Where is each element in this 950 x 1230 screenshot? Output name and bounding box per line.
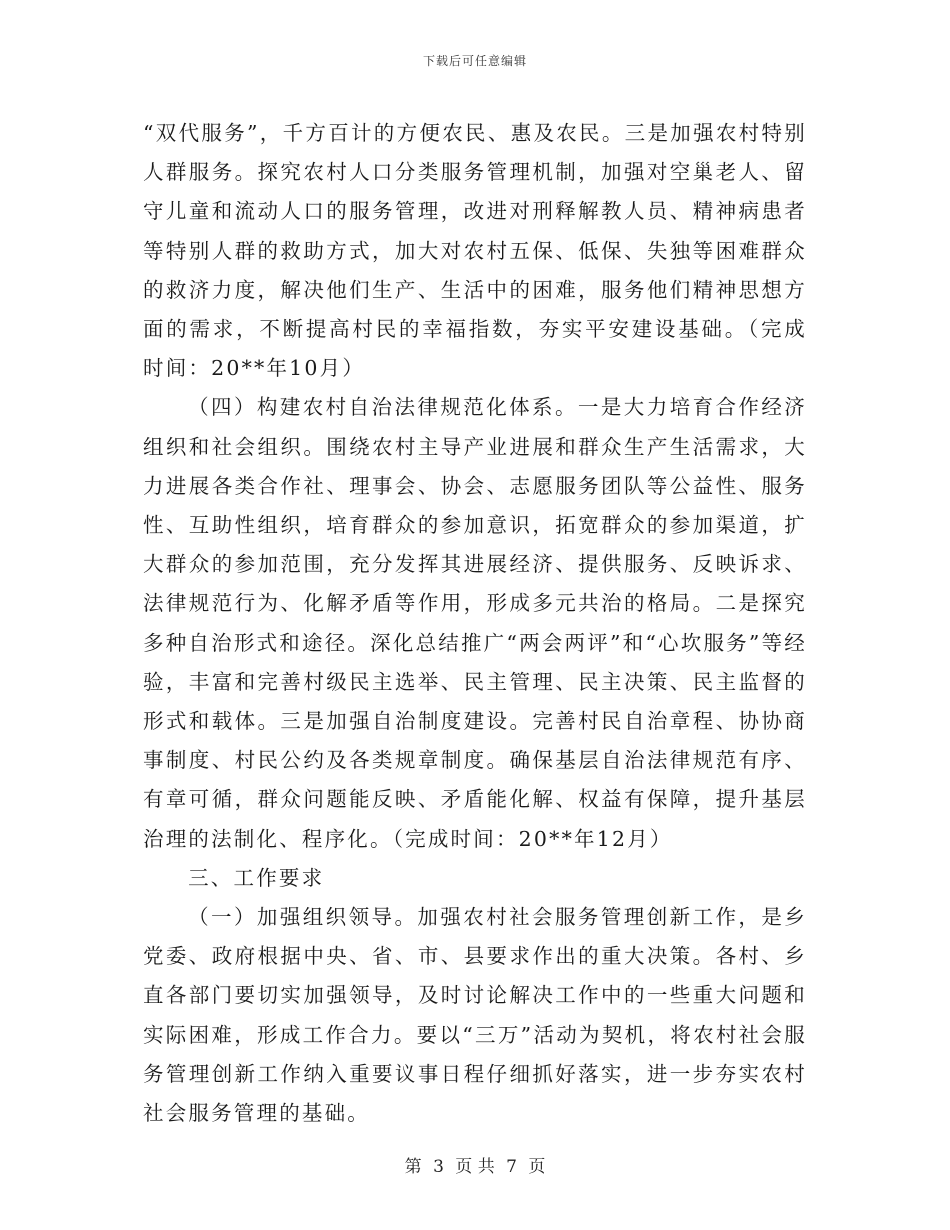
document-body: [143, 114, 807, 1133]
paragraph-section-four: （四）构建农村自治法律规范化体系。一是大力培育合作经济组织和社会组织。围绕农村主导产业进展和群众生产生活需求，大力进展各类合作社、理事会、协会、志愿服务团队等公益性、服务性、互助性组织，培育群众的参加意识，拓宽群众的参加渠道，扩大群众的参加范围，充分发挥其进展经济、提供服务、反映诉求、法律规范行为、化解矛盾等作用，形成多元共治的格局。二是探究多种自治形式和途径。深化总结推广“两会两评”和“心坎服务”等经验，丰富和完善村级民主选举、民主管理、民主决策、民主监督的形式和载体。三是加强自治制度建设。完善村民自治章程、协协商事制度、村民公约及各类规章制度。确保基层自治法律规范有序、有章可循，群众问题能反映、矛盾能化解、权益有保障，提升基层治理的法制化、程序化。（完成时间：20**年12月）: [143, 395, 807, 851]
paragraph-strengthen-leadership: （一）加强组织领导。加强农村社会服务管理创新工作，是乡党委、政府根据中央、省、市、县要求作出的重大决策。各村、乡直各部门要切实加强领导，及时讨论解决工作中的一些重大问题和实际困难，形成工作合力。要以“三万”活动为契机，将农村社会服务管理创新工作纳入重要议事日程仔细抓好落实，进一步夯实农村社会服务管理的基础。: [143, 905, 807, 1126]
footer-prefix: 第: [404, 1157, 422, 1177]
footer-total-pages: 7: [506, 1157, 517, 1177]
paragraph-continued: “双代服务”，千方百计的方便农民、惠及农民。三是加强农村特别人群服务。探究农村人口分类服务管理机制，加强对空巢老人、留守儿童和流动人口的服务管理，改进对刑释解教人员、精神病患者等特别人群的救助方式，加大对农村五保、低保、失独等困难群众的救济力度，解决他们生产、生活中的困难，服务他们精神思想方面的需求，不断提高村民的幸福指数，夯实平安建设基础。（完成时间：20**年10月）: [143, 121, 807, 381]
page-header: [0, 52, 950, 69]
footer-suffix: 页: [528, 1157, 546, 1177]
footer-middle: 页 共: [455, 1157, 495, 1177]
header-note: 下载后可任意编辑: [422, 54, 527, 68]
section-heading-work-requirements: 三、工作要求: [188, 865, 325, 890]
page-footer: [0, 1152, 950, 1177]
footer-current-page: 3: [433, 1157, 444, 1177]
